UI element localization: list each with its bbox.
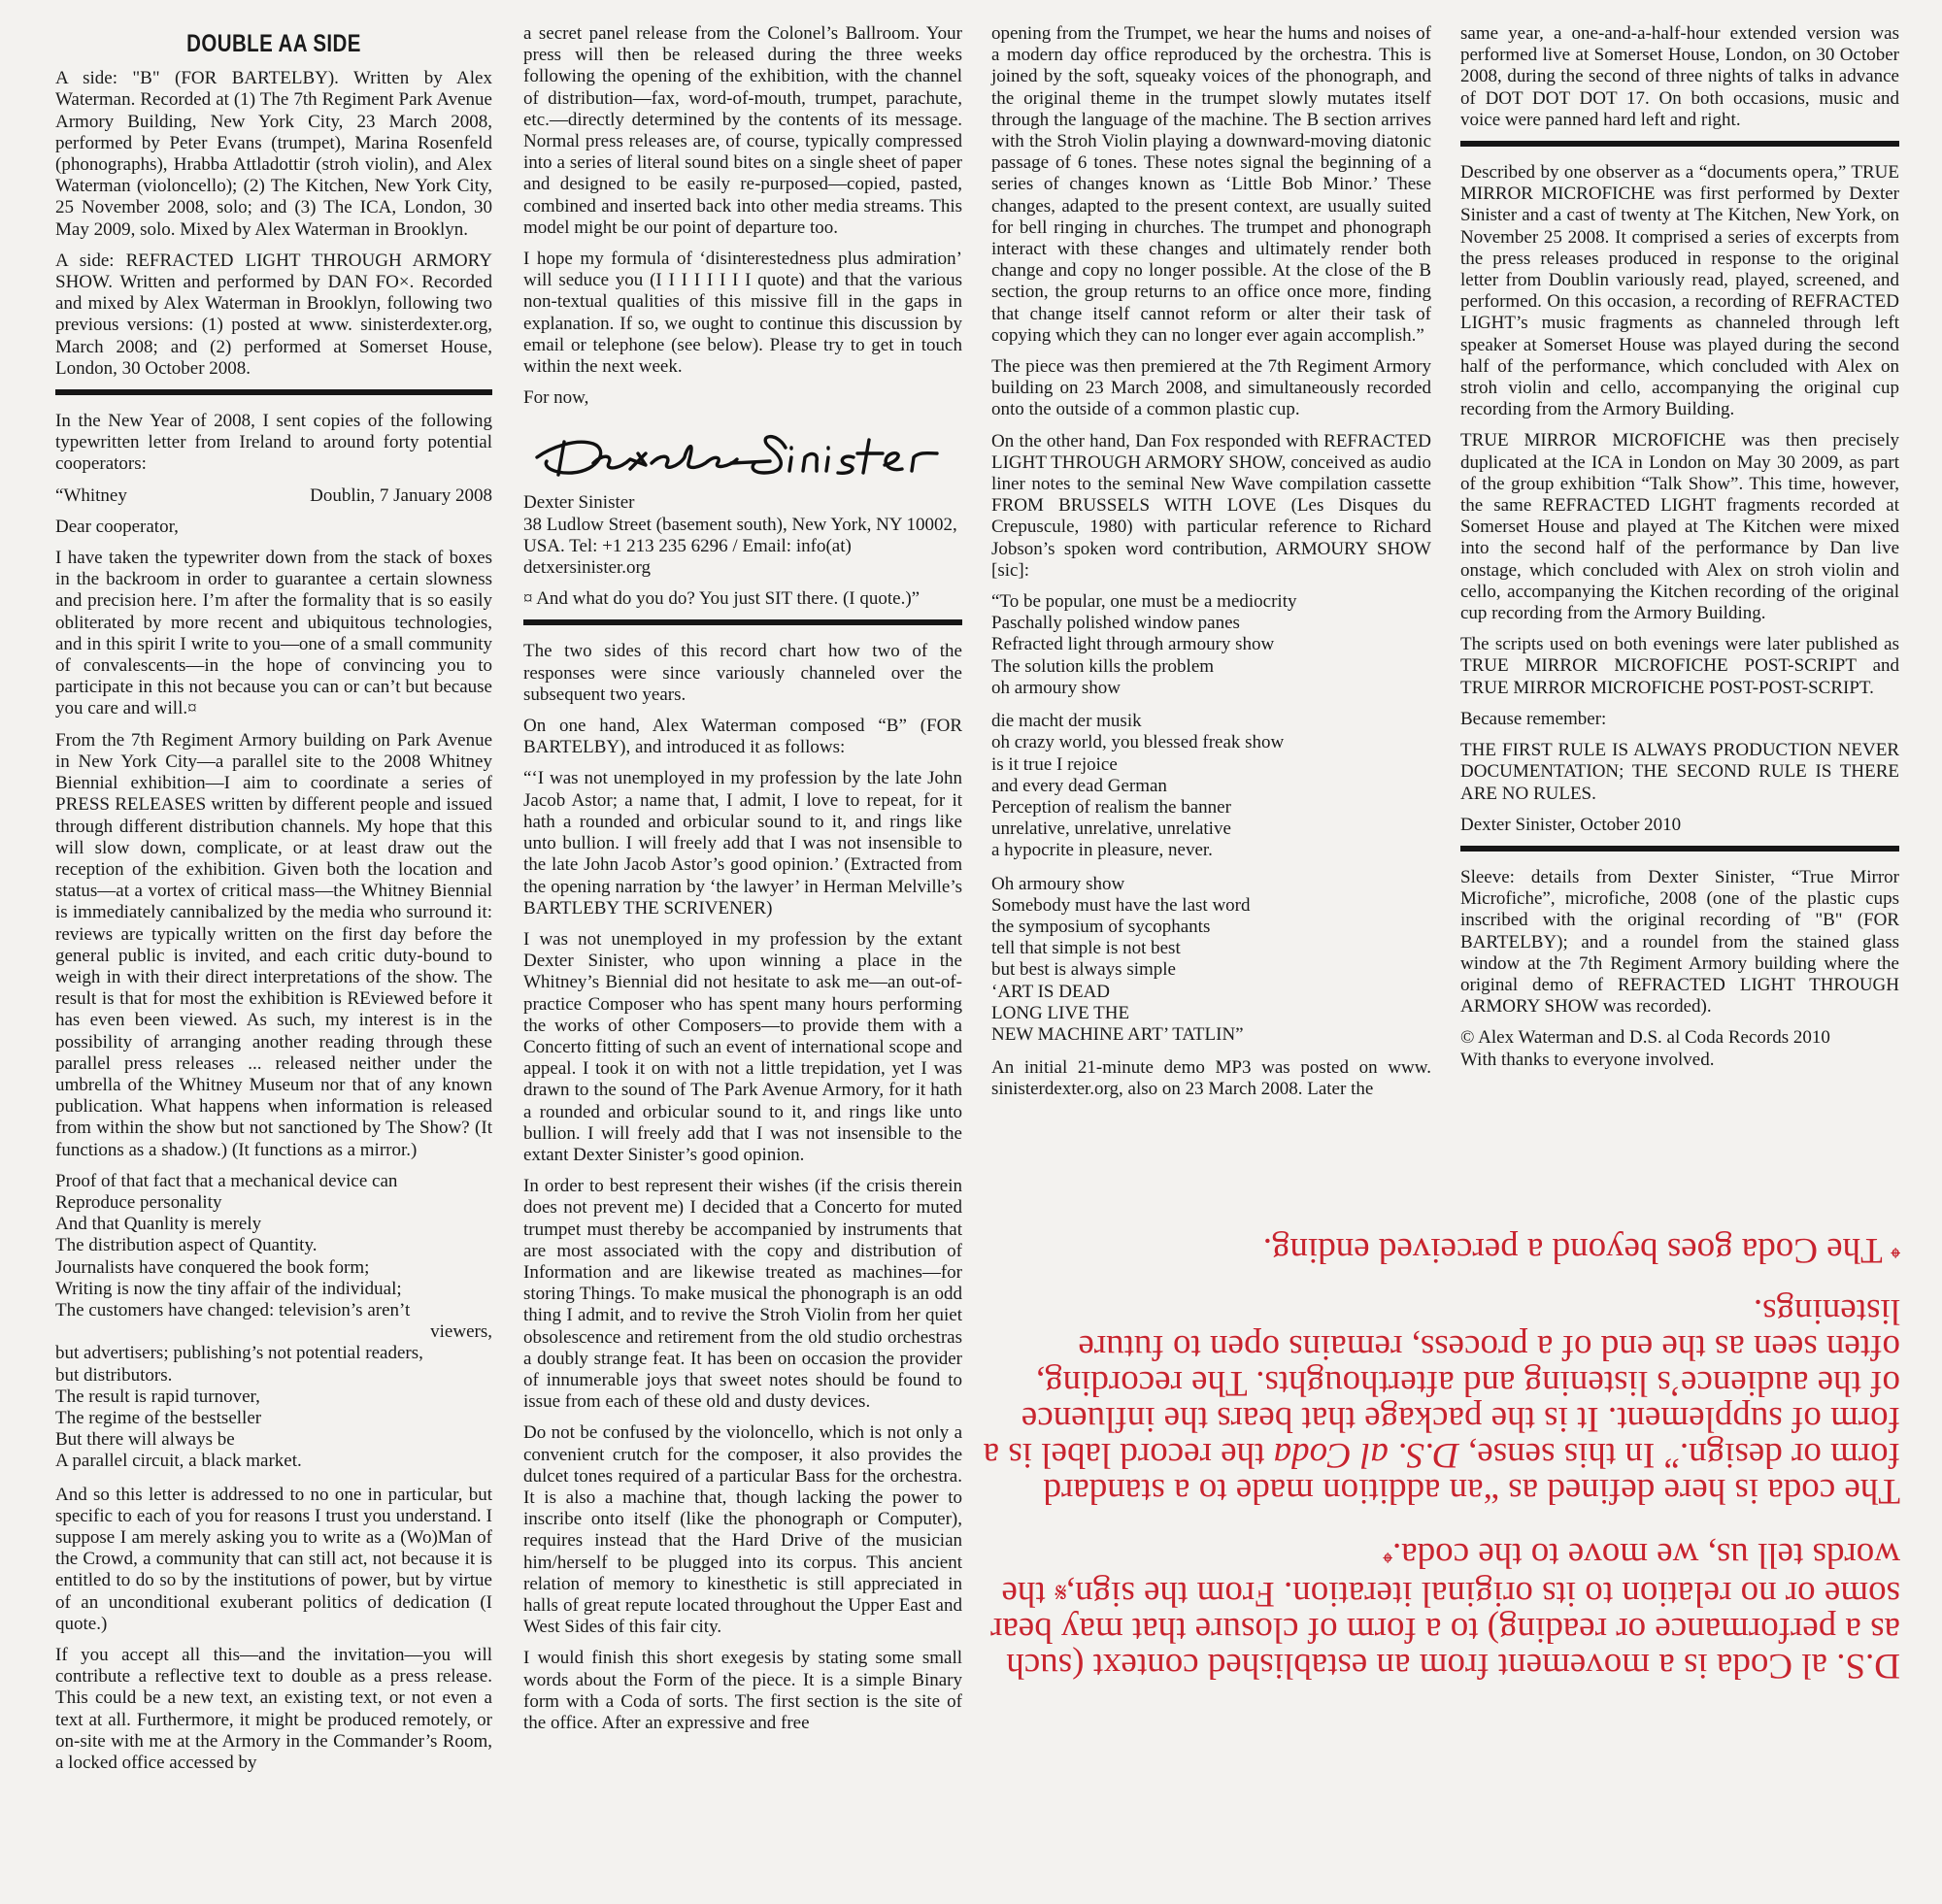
lyric-line: Refracted light through armoury show [991,634,1275,655]
coda-icon: 𝄌 [1891,1232,1900,1262]
lyric-line: die macht der musik [991,711,1142,732]
body-paragraph: Because remember: [1460,708,1607,729]
body-paragraph: An initial 21-minute demo MP3 was posted on www. sinisterdexter.org, also on 23 March 2008. Later the [991,1057,1431,1100]
lyric-line: NEW MACHINE ART’ TATLIN” [991,1023,1244,1045]
lyric-line: but best is always simple [991,959,1176,981]
lyric-line: Perception of realism the banner [991,796,1231,818]
label-name: D.S. al Coda [1273,1435,1459,1475]
lyrics-stanza [991,711,1431,861]
poem-line: but distributors. [55,1364,173,1386]
letter-header [55,485,492,507]
body-paragraph: The scripts used on both evenings were later published as TRUE MIRROR MICROFICHE POST-SCRIPT and TRUE MIRROR MICROFICHE POST-POST-SCRIPT. [1460,634,1899,698]
letter-paragraph: I hope my formula of ‘disinterestedness plus admiration’ will seduce you (I I I I I I I I quote) and that the various non-textual qualities of this missive fill in the gaps in explanation. If so, we ought to continue this discussion by email or telephone (see below). Please try to get in touch within the next week. [523,249,962,378]
poem-line: A parallel circuit, a black market. [55,1451,302,1472]
letter-paragraph: a secret panel release from the Colonel’s Ballroom. Your press will then be released during the three weeks following the opening of the exhibition, with the channel of distribution—fax, word-of-mouth, trumpet, parachute, etc.—directly determined by the contents of its message. Normal press releases are, of course, typically compressed into a series of literal sound bites on a single sheet of paper and designed to be easily re-purposed—copied, pasted, combined and inserted back into other media streams. This model might be our point of departure too. [523,23,962,238]
column-3 [991,23,1431,1111]
body-paragraph: same year, a one-and-a-half-hour extended version was performed live at Somerset House, London, on 30 October 2008, during the second of three nights of talks in advance of DOT DOT DOT 17. On both occasions, music and voice were panned hard left and right. [1460,23,1899,130]
letter-closing: For now, [523,387,589,409]
poem-line: The regime of the bestseller [55,1407,262,1428]
sign-off: Dexter Sinister, October 2010 [1460,814,1682,835]
lyric-line: The solution kills the problem [991,655,1215,677]
column-2 [523,23,962,1744]
body-paragraph: Described by one observer as a “documents opera,” TRUE MIRROR MICROFICHE was first performed by Dexter Sinister and a cast of twenty at The Kitchen, New York, on November 25 2008. It comprised a series of excerpts from the press releases produced in response to the original letter from Doublin variously read, played, screened, and performed. On this occasion, a recording of REFRACTED LIGHT’s music fragments as channeled through left speaker at Somerset House was played during the second half of the performance, which concluded with Alex on stroh violin and cello, accompanying the original cup recording from the Armory Building. [1460,162,1899,420]
poem-line: Writing is now the tiny affair of the individual; [55,1278,402,1299]
lyric-line: and every dead German [991,775,1167,796]
lyric-line: unrelative, unrelative, unrelative [991,818,1231,840]
coda-paragraph: D.S. al Coda is a movement from an established context (such as a performance or reading) to a form of closure that may bear some or no relation to its original iteration. From the sign,𝄋 the words tell us, we move to the coda.𝄌 [990,1535,1900,1686]
letter-date: Doublin, 7 January 2008 [310,484,492,506]
lyric-line: is it true I rejoice [991,753,1118,775]
lyrics-stanza [991,591,1431,699]
poem-line: But there will always be [55,1429,235,1451]
body-paragraph: On the other hand, Dan Fox responded with REFRACTED LIGHT THROUGH ARMORY SHOW, conceived as audio liner notes to the seminal New Wave compilation cassette FROM BRUSSELS WITH LOVE (Les Disques du Crepuscule, 1980) with particular reference to Richard Jobson’s spoken word contribution, ARMOURY SHOW [sic]: [991,430,1431,581]
coda-paragraph: 𝄌 The Coda goes beyond a perceived ending. [1262,1230,1900,1270]
sleeve-credits: Sleeve: details from Dexter Sinister, “True Mirror Microfiche”, microfiche, 2008 (one of the plastic cups inscribed with the original recording of "B" (FOR BARTELBY); and a roundel from the stained glass window at the 7th Regiment Armory building where the original demo of REFRACTED LIGHT THROUGH ARMORY SHOW was recorded). [1460,866,1899,1018]
body-paragraph: TRUE MIRROR MICROFICHE was then precisely duplicated at the ICA in London on May 30 2009, as part of the group exhibition “Talk Show”. This time, however, the same REFRACTED LIGHT fragments recorded at Somerset House and played at The Kitchen were mixed into the second half of the performance by Dan live onstage, which concluded with Alex on stroh violin and cello, accompanying the Kitchen recording of the original cup recording from the Armory Building. [1460,430,1899,624]
segno-icon: 𝄋 [1054,1576,1066,1606]
column-1 [55,23,492,1784]
lyric-line: Oh armoury show [991,873,1125,894]
lyric-line: oh crazy world, you blessed freak show [991,732,1285,753]
letter-poem [55,1171,492,1473]
divider [55,389,492,395]
body-paragraph: Do not be confused by the violoncello, which is not only a convenient crutch for the composer, it also provides the dulcet tones required of a particular Bass for the orchestra. It is also a machine that, though lacking the power to inscribe onto itself (like the phonograph or Computer), requires instead that the Hard Drive of the musician him/herself to be plugged into its corpus. This ancient relation of memory to kinesthetic is still appreciated in halls of great repute located throughout the Upper East and West Sides of this fair city. [523,1422,962,1638]
lyric-line: oh armoury show [991,677,1121,698]
poem-line: The customers have changed: television’s aren’t [55,1299,411,1320]
thanks-line: With thanks to everyone involved. [1460,1049,1715,1070]
body-paragraph: opening from the Trumpet, we hear the hums and noises of a modern day office reproduced by the orchestra. This is joined by the soft, squeaky voices of the phonograph, and the original theme in the trumpet slowly mutates itself through the language of the machine. The B section arrives with the Stroh Violin playing a downward-moving diatonic passage of 6 tones. These notes signal the beginning of a series of changes known as ‘Little Bob Minor.’ These changes, adapted to the present context, are usually suited for bell ringing in churches. The trumpet and phonograph interact with these changes and ultimately render both change and copy no longer possible. At the close of the B section, the group returns to an office once more, finding that change itself cannot reform or alter their task of copying which they can no longer ever again accomplish.” [991,23,1431,346]
page-heading: DOUBLE AA SIDE [186,30,361,57]
lyrics-stanza [991,874,1431,1047]
divider [1460,141,1899,147]
divider [1460,846,1899,852]
poem-line: Proof of that fact that a mechanical device can [55,1170,398,1191]
lyric-line: ‘ART IS DEAD [991,981,1111,1002]
copyright-line: © Alex Waterman and D.S. al Coda Records 2010 [1460,1027,1830,1049]
poem-line: The distribution aspect of Quantity. [55,1235,318,1256]
lyric-line: the symposium of sycophants [991,916,1211,937]
divider [523,619,962,625]
lyric-line: LONG LIVE THE [991,1002,1130,1023]
lyric-line: tell that simple is not best [991,938,1181,959]
coda-icon: 𝄌 [1383,1537,1392,1567]
letter-salutation: Dear cooperator, [55,516,179,537]
poem-line: Journalists have conquered the book form; [55,1256,370,1278]
body-paragraph: “‘I was not unemployed in my profession by the late John Jacob Astor; a name that, I admit, I love to repeat, for it hath a rounded and orbicular sound to it, and rings like unto bullion. I will freely add that I was not insensible to the late John Jacob Astor’s good opinion.’ (Extracted from the opening narration by ‘the lawyer’ in Herman Melville’s BARTLEBY THE SCRIVENER) [523,768,962,919]
poem-line: but advertisers; publishing’s not potential readers, [55,1343,423,1364]
letter-paragraph: If you accept all this—and the invitation—you will contribute a reflective text to double as a press release. This could be a new text, an existing text, or not even a text at all. Furthermore, it might be produced remotely, or on-site with me at the Armory in the Commander’s Room, a locked office accessed by [55,1645,492,1774]
lyric-line: Somebody must have the last word [991,894,1251,916]
body-paragraph: I was not unemployed in my profession by the extant Dexter Sinister, who upon winning a place in the Whitney’s Biennial did not hesitate to ask me—an out-of-practice Composer who has spent many hours performing the works of other Composers—to provide them with a Concerto fitting of such an event of international scope and appeal. I took it on with not a little trepidation, yet I was drawn to the sound of The Park Avenue Armory, for it hath a rounded and orbicular sound to it, and rings like unto bullion. I will freely add that I was not insensible to the extant Dexter Sinister’s good opinion. [523,928,962,1165]
contact-name: Dexter Sinister [523,492,635,514]
dexter-sinister-signature [531,418,958,483]
coda-text-block [983,1204,1900,1684]
body-paragraph: In order to best represent their wishes (if the crisis therein does not prevent me) I decided that a Concerto for muted trumpet must thereby be accompanied by instruments that are most associated with the copy and distribution of Information and are likewise treated as machines—for storing Things. To make musical the phonograph is an odd thing I admit, and to revive the Stroh Violin from her quiet obsolescence and retirement from the old studio orchestras a doubly strange feat. It has been on occasion the provider of innumerable joys that sweet notes should be found to issue from each of these old and dusty devices. [523,1176,962,1413]
rule-statement: THE FIRST RULE IS ALWAYS PRODUCTION NEVER DOCUMENTATION; THE SECOND RULE IS THERE ARE NO RULES. [1460,740,1899,804]
intro-paragraph: In the New Year of 2008, I sent copies of the following typewritten letter from Ireland to around forty potential cooperators: [55,411,492,475]
contact-address: 38 Ludlow Street (basement south), New York, NY 10002, USA. Tel: +1 213 235 6296 / Email: info(at) detxersinister.org [523,514,957,579]
poem-line: viewers, [430,1321,492,1343]
lyric-line: “To be popular, one must be a mediocrity [991,591,1297,613]
lyric-line: a hypocrite in pleasure, never. [991,840,1213,861]
side-a2-credits: A side: REFRACTED LIGHT THROUGH ARMORY SHOW. Written and performed by DAN FO×. Recorded and mixed by Alex Waterman in Brooklyn, following two previous versions: (1) posted at www. sinisterdexter.org, March 2008; and (2) performed at Somerset House, London, 30 October 2008. [55,250,492,379]
letter-paragraph: From the 7th Regiment Armory building on Park Avenue in New York City—a parallel site to the 2008 Whitney Biennial exhibition—I aim to coordinate a series of PRESS RELEASES written by different people and issued through different distribution channels. My hope that this will slow down, complicate, or at least draw out the reception of the exhibition. Given both the location and status—at a vortex of critical mass—the Whitney Biennial is immediately cannibalized by the media who surround it: reviews are typically written on the first day before the general public is invited, and each critic duty-bound to weigh in with their direct interpretations of the show. The result is that for most the exhibition is REviewed before it has even been viewed. As such, my interest is in the possibility of arranging another reading through these parallel press releases ... released neither under the umbrella of the Whitney Museum nor that of any known publication. What happens when information is released from within the show but not sanctioned by The Show? (It functions as a shadow.) (It functions as a mirror.) [55,729,492,1160]
body-paragraph: The two sides of this record chart how two of the responses were since variously channeled over the subsequent two years. [523,641,962,705]
lyric-line: Paschally polished window panes [991,613,1240,634]
poem-line: The result is rapid turnover, [55,1386,260,1407]
letter-addressee: “Whitney [55,484,127,506]
body-paragraph: The piece was then premiered at the 7th Regiment Armory building on 23 March 2008, and simultaneously recorded onto the outside of a common plastic cup. [991,356,1431,420]
poem-line: Reproduce personality [55,1191,222,1213]
column-4 [1460,23,1899,1081]
letter-footnote: ¤ And what do you do? You just SIT there. (I quote.)” [523,588,921,610]
poem-line: And that Quanlity is merely [55,1214,262,1235]
letter-paragraph: And so this letter is addressed to no one in particular, but specific to each of you for reasons I trust you understand. I suppose I am merely asking you to write as a (Wo)Man of the Crowd, a community that can still act, not because it is entitled to do so by the institutions of power, but by virtue of an unconditional exuberant politics of dedication (I quote.) [55,1484,492,1634]
side-a-credits: A side: "B" (FOR BARTELBY). Written by Alex Waterman. Recorded at (1) The 7th Regiment Park Avenue Armory Building, New York City, 23 March 2008, performed by Peter Evans (trumpet), Marina Rosenfeld (phonographs), Hrabba Attladottir (stroh violin), and Alex Waterman (violoncello); (2) The Kitchen, New York City, 25 November 2008, solo; and (3) The ICA, London, 30 May 2009, solo. Mixed by Alex Waterman in Brooklyn. [55,68,492,240]
letter-paragraph: I have taken the typewriter down from the stack of boxes in the backroom in order to guarantee a certain slowness and precision here. I’m after the formality that is so easily obliterated by more recent and ubiquitous technologies, and in this spirit I write to you—one of a small community of convalescents—in the hope of convincing you to participate in this not because you can or can’t but because you care and will.¤ [55,548,492,719]
body-paragraph: I would finish this short exegesis by stating some small words about the Form of the piece. It is a simple Binary form with a Coda of sorts. The first section is the site of the office. After an expressive and free [523,1648,962,1734]
body-paragraph: On one hand, Alex Waterman composed “B” (FOR BARTELBY), and introduced it as follows: [523,716,962,758]
coda-paragraph: The coda is here defined as “an addition made to a standard form or design.” In this sense, D.S. al Coda the record label is a form of supplement. It is the package that bears the influence of the audience’s listening and afterthoughts. The recording, often seen as the end of a process, remains open to future listenings. [983,1291,1900,1511]
